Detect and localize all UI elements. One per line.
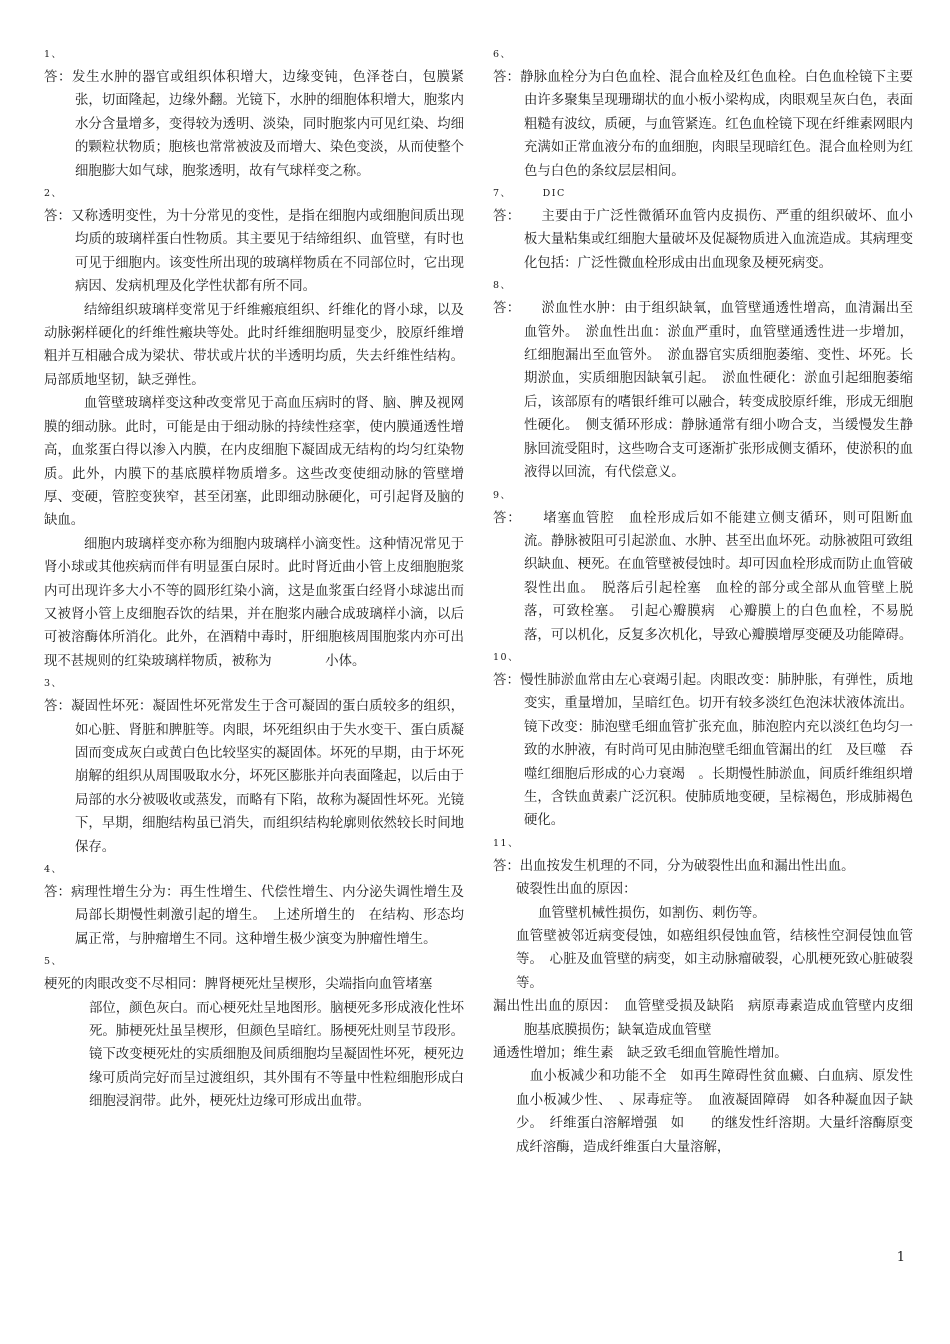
question-heading: 3、 <box>44 678 255 690</box>
question-heading: 1、 <box>44 49 178 60</box>
answer-paragraph: 血管壁被邻近病变侵蚀，如癌组织侵蚀血管，结核性空洞侵蚀血管等。 心脏及血管壁的病变，如主动脉瘤破裂，心肌梗死致心脏破裂等。 <box>516 929 913 991</box>
answer-paragraph: 答：又称透明变性，为十分常见的变性，是指在细胞内或细胞间质出现均质的玻璃样蛋白性物质。其主要见于结缔组织、血管壁，有时也可见于细胞内。该变性所出现的玻璃样物质在不同部位时，它出现病因、发病机理及化学性状都有所不同。 <box>44 209 464 295</box>
left-column <box>44 44 464 1114</box>
page-number: 1 <box>896 1250 905 1265</box>
question-heading: 5、 <box>44 956 156 968</box>
answer-paragraph: 血管壁玻璃样变这种改变常见于高血压病时的肾、脑、脾及视网膜的细动脉。此时，可能是由于细动脉的持续性痉挛，使内膜通透性增高，血浆蛋白得以渗入内膜，在内皮细胞下凝固成无结构的均匀红染物质。此外，内膜下的基底膜样物质增多。这些改变使细动脉的管壁增厚、变硬，管腔变狭窄，甚至闭塞，此即细动脉硬化，可引起肾及脑的缺血。 <box>44 396 464 529</box>
question-heading: 10、 <box>493 651 678 663</box>
answer-paragraph: 答：发生水肿的器官或组织体积增大，边缘变钝，色泽苍白，包膜紧张，切面隆起，边缘外翻。光镜下，水肿的细胞体积增大，胞浆内水分含量增多，变得较为透明、淡染，同时胞浆内可见红染、均细的颗粒状物质；胞核也常常被波及而增大、染色变淡，从而使整个细胞膨大如气球，胞浆透明，故有气球样变之称。 <box>44 70 464 179</box>
answer-paragraph: 结缔组织玻璃样变常见于纤维瘢痕组织、纤维化的肾小球，以及动脉粥样硬化的纤维性瘢块等处。此时纤维细胞明显变少，胶原纤维增粗并互相融合成为梁状、带状或片状的半透明均质，失去纤维性结构。局部质地坚韧，缺乏弹性。 <box>44 302 464 388</box>
question-heading: 6、 <box>493 49 682 60</box>
answer-paragraph: 答： 淤血性水肿：由于组织缺氧，血管壁通透性增高，血清漏出至血管外。 淤血性出血：淤血严重时，血管壁通透性进一步增加，红细胞漏出至血管外。 淤血器官实质细胞萎缩、变性、坏死。长期淤血，实质细胞因缺氧引起。 淤血性硬化：淤血引起细胞萎缩后，该部原有的嗜银纤维可以融合，转变成胶原纤维，形成无细胞性硬化。 侧支循环形成：静脉通常有细小吻合支，当缓慢发生静脉回流受阻时，这些吻合支可逐渐扩张形成侧支循环，使淤积的血液得以回流，有代偿意义。 <box>493 301 913 481</box>
answer-paragraph: 漏出性出血的原因： 血管壁受损及缺陷 病原毒素造成血管壁内皮细胞基底膜损伤；缺氧造成血管壁 <box>493 999 913 1038</box>
answer-paragraph: 答： 堵塞血管腔 血栓形成后如不能建立侧支循环，则可阻断血流。静脉被阻可引起淤血、水肿、甚至出血坏死。动脉被阻可致组织缺血、梗死。在血管壁被侵蚀时。却可因血栓形成而防止血管破裂性出血。 脱落后引起栓塞 血栓的部分或全部从血管壁上脱落，可致栓塞。 引起心瓣膜病 心瓣膜上的白色血栓，不易脱落，可以机化，反复多次机化，导致心瓣膜增厚变硬及功能障碍。 <box>493 510 913 643</box>
answer-paragraph: 血小板减少和功能不全 如再生障碍性贫血癜、白血病、原发性血小板减少性、 、尿毒症等。 血液凝固障碍 如各种凝血因子缺少。 纤维蛋白溶解增强 如 的继发性纤溶期。大量纤溶酶原变成纤溶酶，造成纤维蛋白大量溶解， <box>516 1069 913 1155</box>
answer-paragraph: 答：静脉血栓分为白色血栓、混合血栓及红色血栓。白色血栓镜下主要由许多聚集呈现珊瑚状的血小板小梁构成，肉眼观呈灰白色，表面粗糙有波纹，质硬，与血管紧连。红色血栓镜下现在纤维素网眼内充满如正常血液分布的血细胞，肉眼呈现暗红色。混合血栓则为红色与白色的条纹层层相间。 <box>493 70 913 179</box>
right-column <box>493 44 913 1159</box>
question-heading: 7、 DIC <box>493 188 665 200</box>
answer-paragraph: 通透性增加；维生素 缺乏致毛细血管脆性增加。 <box>493 1046 788 1062</box>
answer-paragraph: 答：慢性肺淤血常由左心衰竭引起。肉眼改变：肺肿胀，有弹性，质地变实，重量增加，呈暗红色。切开有较多淡红色泡沫状液体流出。镜下改变：肺泡壁毛细血管扩张充血，肺泡腔内充以淡红色均匀一致的水肿液，有时尚可见由肺泡壁毛细血管漏出的红 及巨噬 吞噬红细胞后形成的心力衰竭 。长期慢性肺淤血，间质纤维组织增生，含铁血黄素广泛沉积。使肺质地变硬，呈棕褐色，形成肺褐色硬化。 <box>493 672 913 829</box>
answer-paragraph: 血管壁机械性损伤，如割伤、刺伤等。 <box>538 905 766 921</box>
answer-paragraph: 答：出血按发生机理的不同，分为破裂性出血和漏出性出血。 <box>493 858 855 874</box>
answer-paragraph: 答：凝固性坏死：凝固性坏死常发生于含可凝固的蛋白质较多的组织，如心脏、肾脏和脾脏等。肉眼，坏死组织由于失水变干、蛋白质凝固而变成灰白或黄白色比较坚实的凝固体。坏死的早期，由于坏死崩解的组织从周围吸取水分，坏死区膨胀并向表面隆起，以后由于局部的水分被吸收或蒸发，而略有下陷，故称为凝固性坏死。光镜下，早期，细胞结构虽已消失，而组织结构轮廓则依然较长时间地保存。 <box>44 699 464 855</box>
answer-paragraph: 答：病理性增生分为：再生性增生、代偿性增生、内分泌失调性增生及局部长期慢性刺激引起的增生。 上述所增生的 在结构、形态均属正常，与肿瘤增生不同。这种增生极少演变为肿瘤性增生。 <box>44 885 464 947</box>
answer-paragraph: 部位，颜色灰白。而心梗死灶呈地图形。脑梗死多形成液化性坏死。肺梗死灶虽呈楔形，但颜色呈暗红。肠梗死灶则呈节段形。镜下改变梗死灶的实质细胞及间质细胞均呈凝固性坏死，梗死边缘可质尚完好而呈过渡组织，其外围有不等量中性粒细胞形成白细胞浸润带。此外，梗死灶边缘可形成出血带。 <box>89 1000 464 1110</box>
answer-paragraph: 答： 主要由于广泛性微循环血管内皮损伤、严重的组织破坏、血小板大量粘集或红细胞大量破坏及促凝物质进入血流造成。其病理变化包括：广泛性微血栓形成由出血现象及梗死病变。 <box>493 209 913 271</box>
question-heading: 2、 <box>44 188 355 200</box>
question-heading: 9、 <box>493 489 660 501</box>
answer-paragraph: 破裂性出血的原因： <box>516 882 637 898</box>
question-heading: 11、 <box>493 837 623 849</box>
answer-paragraph: 梗死的肉眼改变不尽相同：脾肾梗死灶呈楔形，尖端指向血管堵塞 <box>44 977 433 993</box>
question-heading: 4、 <box>44 864 211 875</box>
question-heading: 8、 <box>493 280 682 292</box>
answer-paragraph: 细胞内玻璃样变亦称为细胞内玻璃样小滴变性。这种情况常见于肾小球或其他疾病而伴有明显蛋白尿时。此时肾近曲小管上皮细胞胞浆内可出现许多大小不等的圆形红染小滴，这是血浆蛋白经肾小球滤出而又被肾小管上皮细胞吞饮的结果，并在胞浆内融合成玻璃样小滴，以后可被溶酶体所消化。此外，在酒精中毒时，肝细胞核周围胞浆内亦可出现不甚规则的红染玻璃样物质，被称为 小体。 <box>44 536 464 669</box>
